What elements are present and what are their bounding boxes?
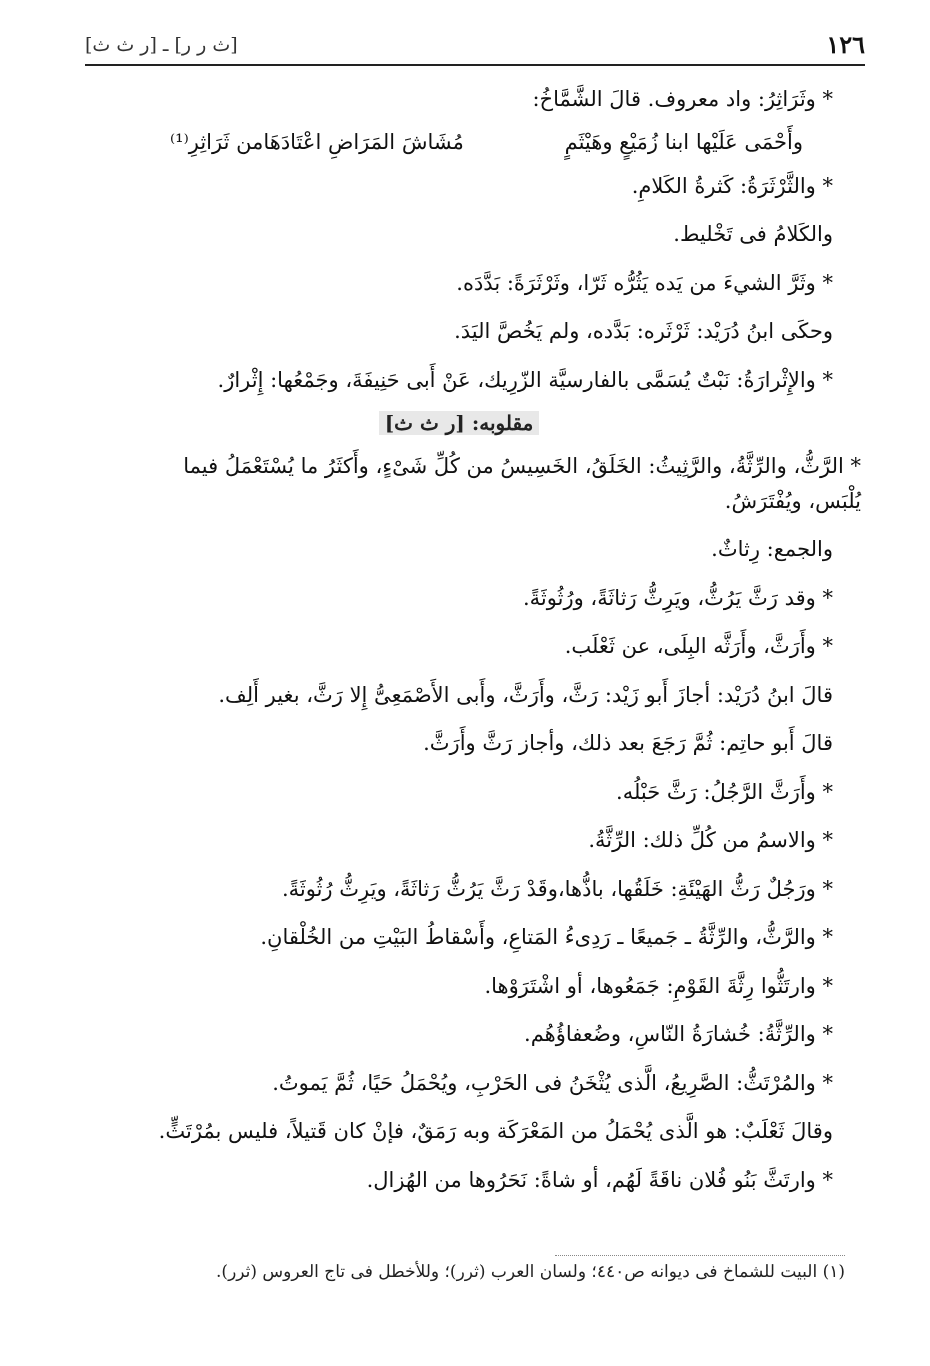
text-line: والجمع: رِثاثٌ. [711, 537, 833, 561]
text-line: * وثَرَاثِرُ: واد معروف. قالَ الشَّمَّاخُ: [532, 87, 833, 111]
text-line: * وأَرَثَّ، وأَرَثَّه البِلَى، عن ثَعْلَب. [564, 634, 833, 658]
text-line: * ورَجُلٌ رَثُّ الهَيْئَةِ: خَلَقُها، باذُّها،وقَدْ رَثَّ يَرُثُّ رَثاثَةً، ويَرِثُّ رُثُوثَةً. [281, 876, 833, 901]
text-line: * وارتَثُّوا رِثَّةَ القَوْمِ: جَمَعُوها، أو اشْتَرَوْها. [484, 973, 833, 998]
running-head: [ث ر ر] ـ [ر ث ث] [85, 34, 238, 56]
footnote-divider [555, 1255, 845, 1256]
text-line: * والإِثْرارَةُ: نَبْتٌ يُسَمَّى بالفارسيَّة الزّرِيك، عَنْ أَبى حَنِيفَةَ، وجَمْعُها: إِثْرارٌ. [217, 367, 833, 392]
page-number: ١٢٦ [826, 30, 865, 59]
text-line: * والرِّثَّةُ: خُشارَةُ النّاسِ، وضُعفاؤُهُم. [524, 1022, 833, 1046]
text-line: قالَ ابنُ دُرَيْد: أجازَ أَبو زَيْد: رَثَّ، وأَرَثَّ، وأَبى الأَصْمَعِىُّ إِلا رَثَّ، بغير أَلِف. [218, 682, 833, 707]
text-line: * والرَّثُّ، والرِّثَّةُ ـ جَميعًا ـ رَدِىءُ المَتاعِ، وأَسْقاطُ البَيْتِ من الخُلْقانِ. [260, 925, 833, 949]
text-line: * وأَرَثَّ الرَّجُلُ: رَثَّ حَبْلُه. [616, 779, 833, 804]
footnote: (١) البيت للشماخ فى ديوانه ص٤٤٠؛ ولسان العرب (ثرر)؛ وللأخطل فى تاج العروس (ثرر). [216, 1262, 845, 1282]
text-line: يُلْبَس، ويُفْتَرَشُ. [724, 488, 861, 513]
text-line: وقالَ ثَعْلَبٌ: هو الَّذى يُحْمَلُ من المَعْرَكَة وبه رَمَقٌ، فإنْ كان قَتيلاً، فليس بمُرْتَثٍّ. [158, 1119, 833, 1143]
text-line: * وثَرَّ الشيءَ من يَده يَثُرُّه ثَرّا، وثَرْثَرَةً: بَدَّدَه. [456, 270, 833, 295]
text-line: قالَ أَبو حاتِم: ثُمَّ رَجَعَ بعد ذلك، وأجاز رَثَّ وأَرَثَّ. [423, 731, 833, 755]
text-line: * الرَّثُّ، والرِّثَّةُ، والرَّثِيثُ: الخَلَقُ، الخَسِيسُ من كُلِّ شَىْءٍ، وأَكثَرُ ما يُسْتَعْمَلُ فيما [183, 454, 861, 478]
text-line: وحكَى ابنُ دُرَيْد: ثَرْثَره: بَدَّده، ولم يَخُصَّ اليَدَ. [454, 319, 833, 343]
page-body [85, 82, 861, 1197]
text-line: والكَلامُ فى تَخْليط. [673, 222, 833, 246]
text-line: * والمُرْتَثُّ: الصَّرِيعُ، الَّذى يُثْخَنُ فى الحَرْبِ، ويُحْمَلُ حَيًا، ثُمَّ يَموتُ. [272, 1070, 833, 1095]
text-line: * والاسمُ من كُلِّ ذلك: الرِّثَّةُ. [588, 828, 833, 852]
text-line: * وقد رَثَّ يَرُثُّ، ويَرِثُّ رَثاثَةً، ورُثُوثَةً. [522, 585, 833, 610]
text-line: * والثَّرْثَرَةُ: كَثرةُ الكَلامِ. [631, 173, 833, 198]
verse-second-hemistich: مُشَاشَ المَرَاضِ اعْتَادَهَامن ثَرَاثِرِ⁽¹⁾ [170, 129, 464, 154]
section-heading-text: مقلوبه: [ر ث ث] [379, 411, 540, 435]
section-heading [85, 397, 833, 449]
verse-line [85, 117, 833, 169]
verse-first-hemistich: وأَحْمَى عَلَيْها ابنا زُمَيْعٍ وهَيْثَمٍ [564, 129, 803, 154]
page-header [85, 28, 865, 66]
text-line: * وارتَثَّ بَنُو فُلان ناقَةً لَهُم، أو شاةً: نَحَرُوها من الهُزال. [366, 1167, 833, 1192]
